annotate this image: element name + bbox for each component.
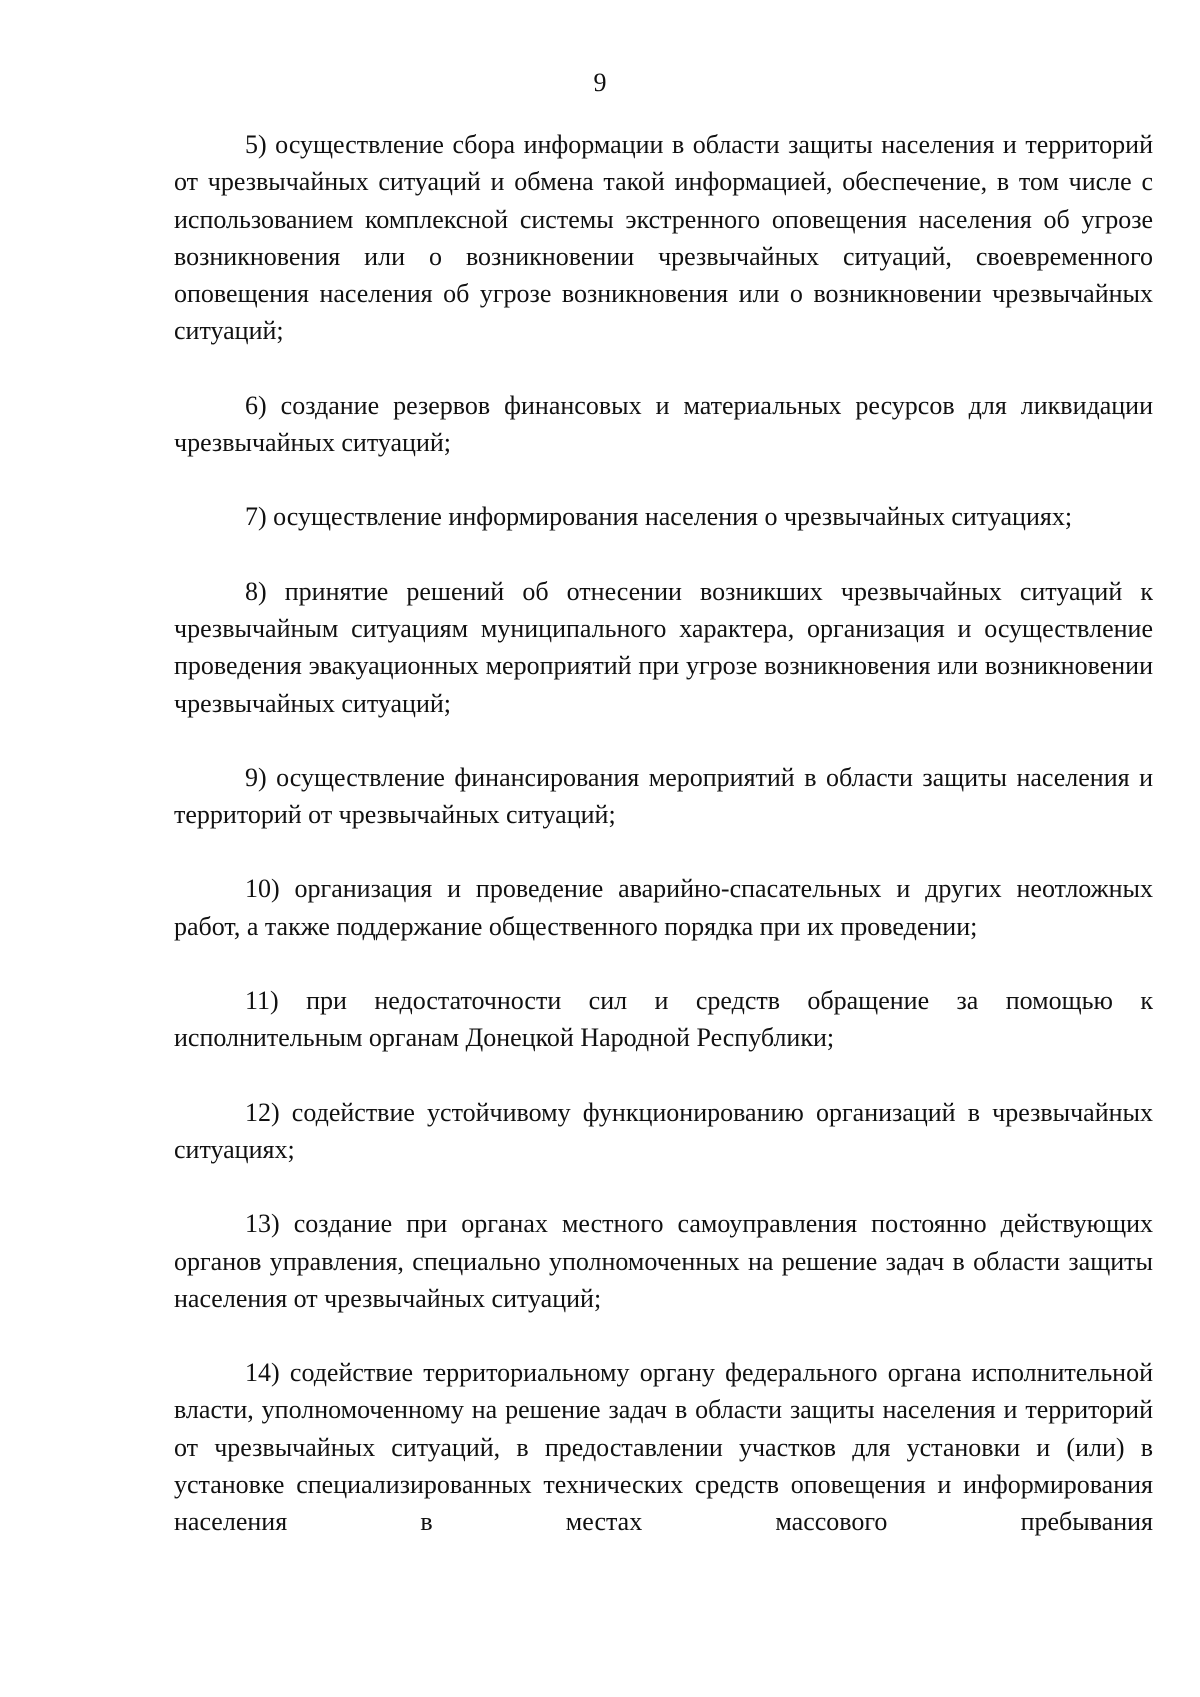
list-item: 11) при недостаточности сил и средств обращение за помощью к исполнительным органам Донецкой Народной Республики;	[174, 986, 1153, 1053]
list-item: 8) принятие решений об отнесении возникших чрезвычайных ситуаций к чрезвычайным ситуациям муниципального характера, организация и осуществление проведения эвакуационных мероприятий при угрозе возникновения или возникновении чрезвычайных ситуаций;	[174, 576, 1153, 718]
list-item: 14) содействие территориальному органу федерального органа исполнительной власти, уполномоченному на решение задач в области защиты населения и территорий от чрезвычайных ситуаций, в предоставлении участков для установки и (или) в установке специализированных технических средств оповещения и информирования населения в местах массового пребывания	[174, 1358, 1153, 1537]
list-item: 6) создание резервов финансовых и материальных ресурсов для ликвидации чрезвычайных ситуаций;	[174, 390, 1153, 458]
list-item: 12) содействие устойчивому функционированию организаций в чрезвычайных ситуациях;	[174, 1097, 1153, 1164]
page-number: 9	[593, 68, 607, 97]
list-item: 13) создание при органах местного самоуправления постоянно действующих органов управления, специально уполномоченных на решение задач в области защиты населения от чрезвычайных ситуаций;	[174, 1209, 1153, 1313]
list-item: 7) осуществление информирования населения о чрезвычайных ситуациях;	[245, 502, 1073, 532]
document-body	[174, 126, 1153, 1541]
list-item: 5) осуществление сбора информации в области защиты населения и территорий от чрезвычайных ситуаций и обмена такой информацией, обеспечение, в том числе с использованием комплексной системы экстренного оповещения населения об угрозе возникновения или о возникновении чрезвычайных ситуаций, своевременного оповещения населения об угрозе возникновения или о возникновении чрезвычайных ситуаций;	[174, 130, 1153, 346]
list-item: 9) осуществление финансирования мероприятий в области защиты населения и территорий от чрезвычайных ситуаций;	[174, 762, 1153, 830]
list-item: 10) организация и проведение аварийно-спасательных и других неотложных работ, а также поддержание общественного порядка при их проведении;	[174, 874, 1153, 941]
